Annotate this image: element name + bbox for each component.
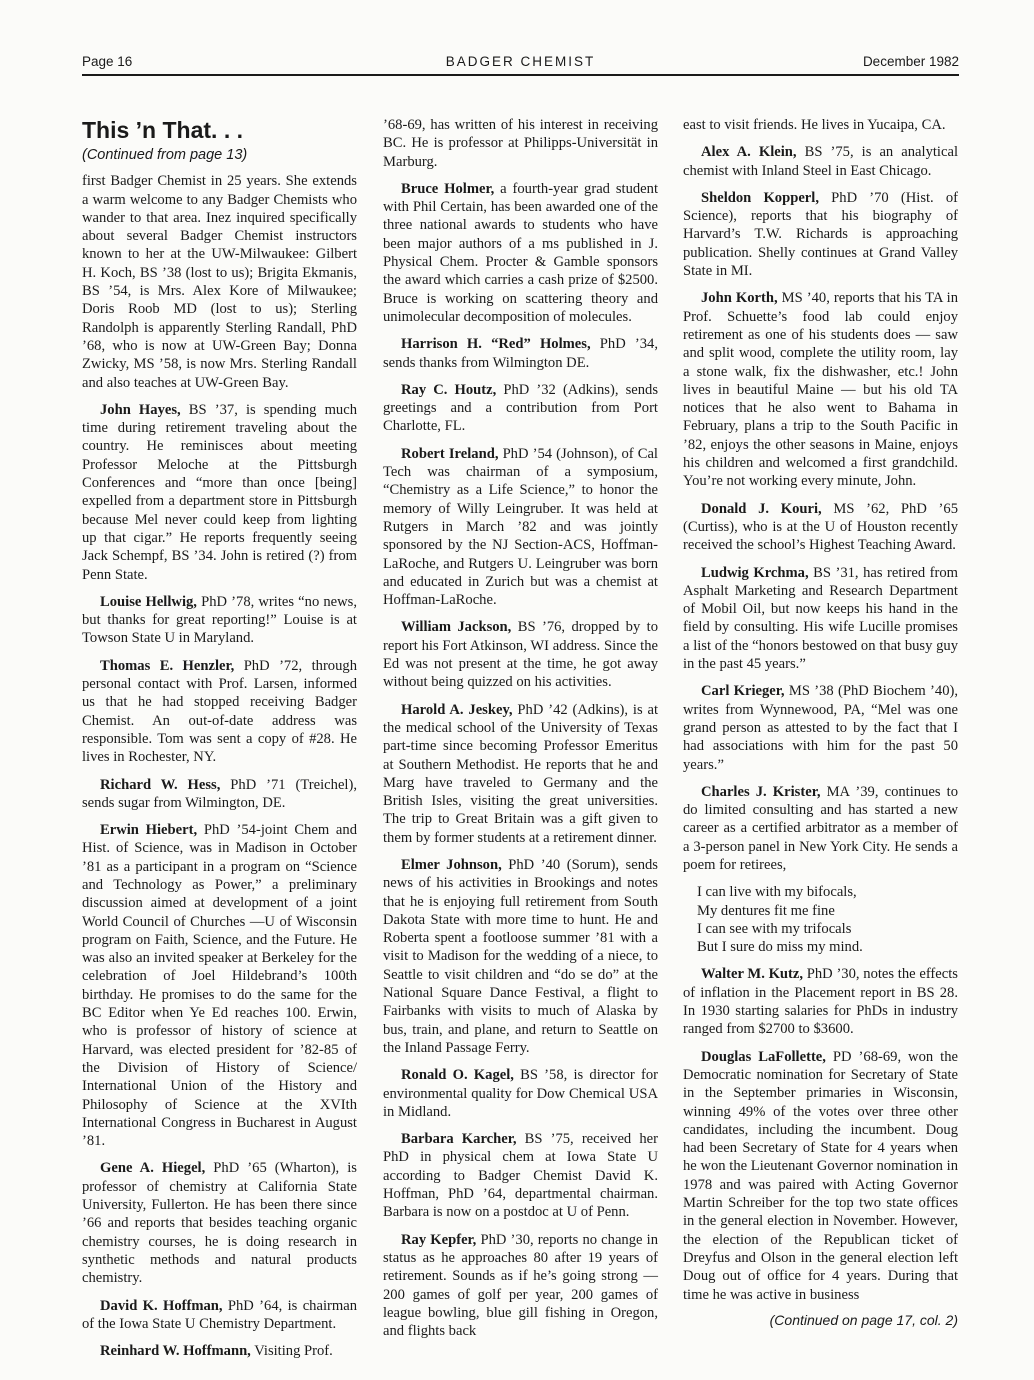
paragraph: Harold A. Jeskey, PhD ’42 (Adkins), is at the medical school of the University of Texas part-time since becoming Professor Emeritus at Southern Methodist. He reports that he and Marg have traveled to Germany and the British Isles, visiting the great universities. The trip to Great Britain was a gift given to them by former students at a retirement dinner. bbox=[383, 701, 658, 846]
paragraph: Walter M. Kutz, PhD ’30, notes the effects of inflation in the Placement report in BS 28. In 1930 starting salaries for PhDs in industry ranged from $2700 to $3600. bbox=[683, 966, 958, 1038]
continued-from-note: (Continued from page 13) bbox=[82, 147, 248, 163]
paragraph: Ray Kepfer, PhD ’30, reports no change in status as he approaches 80 after 19 years of retirement. Sounds as if he’s going strong — 200 games of golf per year, 200 games of league bowling, blue gill fishing in Oregon, and flights back bbox=[383, 1231, 658, 1340]
person-name: Robert Ireland, bbox=[401, 445, 499, 462]
person-name: Gene A. Hiegel, bbox=[100, 1160, 206, 1177]
paragraph: Douglas LaFollette, PD ’68-69, won the Democratic nomination for Secretary of State in the September primaries in Wisconsin, winning 49% of the votes over three other candidates, including the incumbent. Doug had been Secretary of State for 4 years when he won the Lieutenant Governor nomination in 1978 and was paired with Acting Governor Martin Schreiber for the top two state offices in the general election in November. However, the election of the Republican ticket of Dreyfus and Olson in the general election left Doug out of office for 4 years. During that time he was active in business bbox=[683, 1048, 958, 1303]
paragraph: first Badger Chemist in 25 years. She extends a warm welcome to any Badger Chemists who wander to that area. Inez inquired specifically about several Badger Chemist instructors known to her at the UW-Milwaukee: Gilbert H. Koch, BS ’38 (lost to us); Brigita Ekmanis, BS ’54, is Mrs. Alex Kore of Milwaukee; Doris Roob MD (lost to us); Sterling Randolph is apparently Sterling Randall, PhD ’68, who is now at UW-Green Bay; Donna Zwicky, MS ’58, is now Mrs. Sterling Randall and also teaches at UW-Green Bay. bbox=[82, 173, 357, 391]
page-header bbox=[82, 51, 959, 73]
paragraph: Reinhard W. Hoffmann, Visiting Prof. bbox=[100, 1343, 333, 1360]
person-name: Donald J. Kouri, bbox=[701, 500, 822, 517]
publication-title: BADGER CHEMIST bbox=[445, 54, 596, 69]
paragraph: Thomas E. Henzler, PhD ’72, through personal contact with Prof. Larsen, informed us that he had stopped receiving Badger Chemist. An out-of-date address was responsible. Tom was sent a copy of #28. He lives in Rochester, NY. bbox=[82, 657, 357, 766]
person-name: Bruce Holmer, bbox=[401, 180, 495, 197]
person-name: Reinhard W. Hoffmann, bbox=[100, 1343, 251, 1360]
column-3 bbox=[683, 116, 958, 1329]
person-name: Thomas E. Henzler, bbox=[100, 657, 235, 674]
person-name: Louise Hellwig, bbox=[100, 593, 197, 610]
person-name: Harold A. Jeskey, bbox=[401, 701, 513, 718]
person-name: Ludwig Krchma, bbox=[701, 564, 809, 581]
paragraph: William Jackson, BS ’76, dropped by to report his Fort Atkinson, WI address. Since the Ed was not present at the time, he got away without being quizzed on his activities. bbox=[383, 619, 658, 691]
continued-on-note: (Continued on page 17, col. 2) bbox=[769, 1311, 958, 1328]
poem-line: I can live with my bifocals, bbox=[697, 884, 857, 901]
person-name: John Korth, bbox=[701, 290, 778, 307]
paragraph: Donald J. Kouri, MS ’62, PhD ’65 (Curtiss), who is at the U of Houston recently received the school’s Highest Teaching Award. bbox=[683, 500, 958, 554]
poem bbox=[683, 883, 958, 956]
poem-line: But I sure do miss my mind. bbox=[697, 939, 863, 956]
paragraph: Charles J. Krister, MA ’39, continues to do limited consulting and has started a new career as a certified arbitrator as a member of a 3-person panel in New York City. He sends a poem for retirees, bbox=[683, 783, 958, 873]
person-name: Ray Kepfer, bbox=[401, 1231, 477, 1248]
poem-line: I can see with my trifocals bbox=[697, 920, 852, 937]
poem-line: My dentures fit me fine bbox=[697, 902, 835, 919]
person-name: Richard W. Hess, bbox=[100, 776, 221, 793]
header-rule bbox=[82, 74, 959, 76]
column-2 bbox=[383, 116, 658, 1349]
person-name: John Hayes, bbox=[100, 401, 181, 418]
paragraph: Elmer Johnson, PhD ’40 (Sorum), sends news of his activities in Brookings and notes that he is enjoying full retirement from South Dakota State with more time to hunt. He and Roberta spent a footloose summer ’81 with a visit to Madison for the wedding of a niece, to Seattle to visit children and “do se do” at the National Square Dance Festival, a flight to Fairbanks with visits to much of Alaska by bus, train, and plane, and return to Seattle on the Inland Passage Ferry. bbox=[383, 856, 658, 1056]
paragraph: Alex A. Klein, BS ’75, is an analytical chemist with Inland Steel in East Chicago. bbox=[683, 144, 958, 179]
person-name: Ronald O. Kagel, bbox=[401, 1067, 514, 1084]
paragraph: John Korth, MS ’40, reports that his TA in Prof. Schuette’s food lab could enjoy retirement as one of his students does — saw and split wood, complete the utility room, lay a stone walk, fix the dishwasher, etc.! John lives in beautiful Maine — but his old TA notices that he also went to Bahama in February, plans a trip to the South Pacific in ’82, enjoys the other seasons in Maine, enjoys his children and welcomed a first grandchild. You’re not working every minute, John. bbox=[683, 290, 958, 490]
paragraph: Carl Krieger, MS ’38 (PhD Biochem ’40), writes from Wynnewood, PA, “Mel was one grand person as attested to by the fact that I had associations with him for the past 50 years.” bbox=[683, 683, 958, 773]
person-name: Douglas LaFollette, bbox=[701, 1048, 826, 1065]
paragraph: Sheldon Kopperl, PhD ’70 (Hist. of Science), reports that his biography of Harvard’s T.W. Richards is approaching publication. Shelly continues at Grand Valley State in MI. bbox=[683, 189, 959, 280]
paragraph: Robert Ireland, PhD ’54 (Johnson), of Cal Tech was chairman of a symposium, “Chemistry as a Life Science,” to honor the memory of Willy Leingruber. It was held at Rutgers in March ’82 and was jointly sponsored by the NJ Section-ACS, Hoffman-LaRoche, and Rutgers U. Leingruber was born and educated in Zurich but was a chemist at Hoffman-LaRoche. bbox=[383, 445, 658, 609]
issue-date: December 1982 bbox=[862, 54, 959, 69]
paragraph: Ray C. Houtz, PhD ’32 (Adkins), sends greetings and a contribution from Port Charlotte, FL. bbox=[383, 381, 658, 435]
paragraph: Harrison H. “Red” Holmes, PhD ’34, sends thanks from Wilmington DE. bbox=[383, 336, 658, 371]
column-1 bbox=[82, 116, 357, 1369]
person-name: Barbara Karcher, bbox=[401, 1131, 517, 1148]
paragraph: ’68-69, has written of his interest in receiving BC. He is professor at Philipps-Universität in Marburg. bbox=[383, 117, 658, 170]
paragraph: Louise Hellwig, PhD ’78, writes “no news, but thanks for great reporting!” Louise is at Towson State U in Maryland. bbox=[82, 593, 357, 647]
person-name: Walter M. Kutz, bbox=[701, 966, 804, 983]
person-name: Elmer Johnson, bbox=[401, 856, 502, 873]
person-name: Alex A. Klein, bbox=[701, 144, 797, 161]
person-name: Harrison H. “Red” Holmes, bbox=[401, 336, 591, 353]
paragraph: Richard W. Hess, PhD ’71 (Treichel), sends sugar from Wilmington, DE. bbox=[82, 776, 357, 811]
article-title: This ’n That. . . bbox=[82, 117, 243, 143]
person-name: David K. Hoffman, bbox=[100, 1297, 223, 1314]
paragraph: Ronald O. Kagel, BS ’58, is director for environmental quality for Dow Chemical USA in Midland. bbox=[383, 1067, 658, 1120]
person-name: Charles J. Krister, bbox=[701, 783, 821, 800]
paragraph: Barbara Karcher, BS ’75, received her PhD in physical chem at Iowa State U according to Badger Chemist David K. Hoffman, PhD ’64, departmental chairman. Barbara is now on a postdoc at U of Penn. bbox=[383, 1131, 658, 1221]
paragraph: Gene A. Hiegel, PhD ’65 (Wharton), is professor of chemistry at California State University, Fullerton. He has been there since ’66 and reports that besides teaching organic chemistry courses, he is doing research in synthetic methods and natural products chemistry. bbox=[82, 1160, 357, 1287]
person-name: Erwin Hiebert, bbox=[100, 822, 198, 839]
paragraph: Bruce Holmer, a fourth-year grad student with Phil Certain, has been awarded one of the three national awards to students who have been major authors of a ms published in J. Physical Chem. Procter & Gamble sponsors the award which carries a cash prize of $2500. Bruce is working on scattering theory and unimolecular decomposition of molecules. bbox=[383, 180, 659, 325]
paragraph: Ludwig Krchma, BS ’31, has retired from Asphalt Marketing and Research Department of Mobil Oil, but now keeps his hand in the field by consulting. His wife Lucille promises a list of the “honors bestowed on that busy guy in the past 45 years.” bbox=[683, 564, 958, 673]
person-name: Ray C. Houtz, bbox=[401, 381, 497, 398]
person-name: Carl Krieger, bbox=[701, 683, 785, 700]
paragraph: east to visit friends. He lives in Yucaipa, CA. bbox=[683, 117, 946, 133]
page-number: Page 16 bbox=[82, 54, 133, 69]
paragraph: Erwin Hiebert, PhD ’54-joint Chem and Hist. of Science, was in Madison in October ’81 as a participant in a program on “Science and Technology as Power,” a preliminary discussion aimed at development of a joint World Council of Churches —U of Wisconsin program on Faith, Science, and the Future. He was also an invited speaker at Berkeley for the celebration of Joel Hildebrand’s 100th birthday. He promises to do the same for the BC Editor when Ye Ed reaches 100. Erwin, who is professor of history of science at Harvard, was elected president for ’82-85 of the Division of History of Science/ International Union of the History and Philosophy of Science at the XVIth International Congress in Bucharest in August ’81. bbox=[82, 822, 357, 1150]
paragraph: David K. Hoffman, PhD ’64, is chairman of the Iowa State U Chemistry Department. bbox=[82, 1297, 357, 1332]
person-name: William Jackson, bbox=[401, 619, 512, 636]
person-name: Sheldon Kopperl, bbox=[701, 189, 819, 206]
paragraph: John Hayes, BS ’37, is spending much time during retirement traveling about the country. He reminisces about meeting Professor Meloche at the Pittsburgh Conferences and “more than once [being] expelled from a department store in Pittsburgh because Mel never could keep from lighting up that cigar.” He reports frequently seeing Jack Schempf, BS ’34. John is retired (?) from Penn State. bbox=[82, 401, 357, 583]
